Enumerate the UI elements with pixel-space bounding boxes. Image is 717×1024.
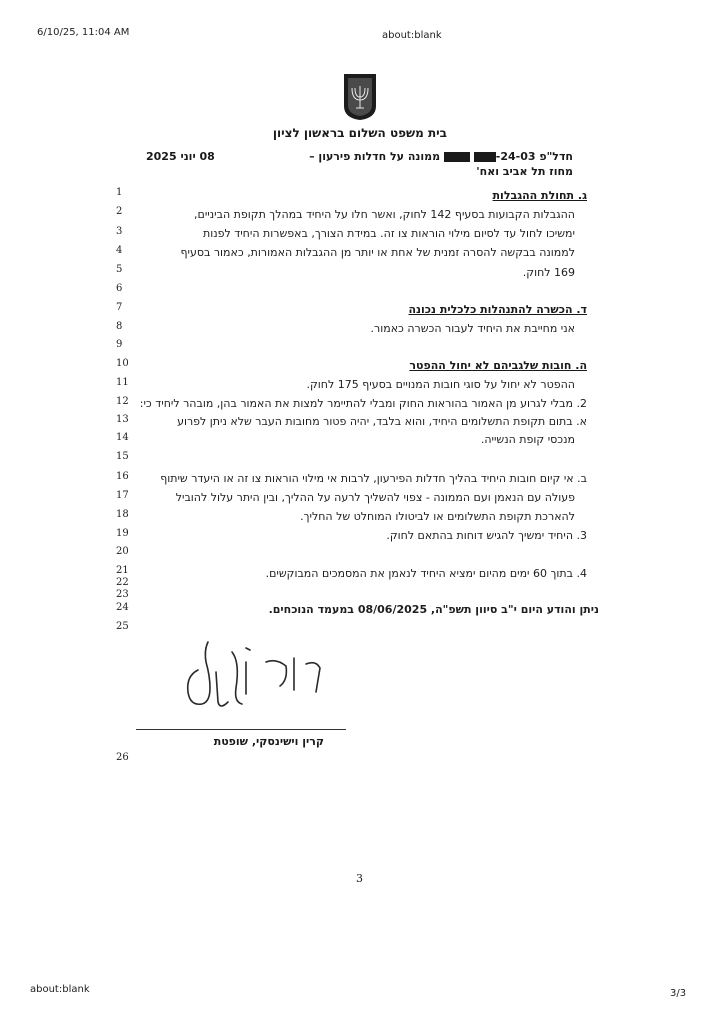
signature-icon <box>176 632 336 724</box>
case-prefix: חדל"פ 24-03- <box>495 150 573 163</box>
section-h-title: ה. חובות שלגביהם לא יחול ההפטר <box>409 359 587 372</box>
line-number: 3 <box>116 226 123 237</box>
print-page-title: about:blank <box>382 30 442 41</box>
section-d-title: ד. הכשרה להתנהלות כלכלית נכונה <box>408 303 587 316</box>
line-number: 13 <box>116 414 129 425</box>
line-number: 23 <box>116 589 129 600</box>
given-statement: ניתן והודע היום י"ב סיוון תשפ"ה, 08/06/2025 במעמד הנוכחים. <box>268 603 599 616</box>
line-number: 18 <box>116 509 129 520</box>
line-number: 21 <box>116 565 129 576</box>
item-2b-line: ב. אי קיום חובות היחיד בהליך חדלות הפירעון, לרבות אי מילוי הוראות צו זה או היעדר שיתוף <box>160 472 587 485</box>
judge-name: קרין וישינסקי, שופטת <box>213 735 324 748</box>
line-number: 14 <box>116 432 129 443</box>
line-number: 22 <box>116 577 129 588</box>
redaction-mark <box>444 152 470 162</box>
item-2a-line: מנכסי קופת הנשייה. <box>480 433 575 446</box>
line-number: 24 <box>116 602 129 613</box>
signature-line <box>136 729 346 730</box>
section-g-line: ימשיכו לחול עד לסיום מילוי הוראות צו זה. במידת הצורך, באפשרות היחיד לפנות <box>202 227 575 240</box>
state-emblem-icon <box>340 72 380 122</box>
print-page-counter: 3/3 <box>670 988 687 999</box>
line-number: 19 <box>116 528 129 539</box>
line-number: 16 <box>116 471 129 482</box>
line-number: 8 <box>116 321 123 332</box>
item-2a-line: א. בתום תקופת התשלומים היחיד, והוא בלבד, יהיה פטור מחובות העבר שלא ניתן לפרוע <box>177 415 587 428</box>
section-g-line: לממונה בבקשה להסרה זמנית של אחת או יותר מן ההגבלות האמורות, כאמור בסעיף <box>180 246 575 259</box>
line-number: 6 <box>116 283 123 294</box>
case-suffix: ממונה על חדלות פירעון – <box>309 150 444 163</box>
section-h-line: ההפטר לא יחול על סוגי חובות המנויים בסעיף 175 לחוק. <box>306 378 575 391</box>
section-g-line: 169 לחוק. <box>522 266 575 279</box>
line-number: 2 <box>116 206 123 217</box>
redaction-mark <box>474 152 496 162</box>
line-number: 17 <box>116 490 129 501</box>
line-number: 26 <box>116 752 129 763</box>
line-number: 15 <box>116 451 129 462</box>
item-2b-line: פעולה עם הנאמן ועם הממונה - צפוי להשליך לרעה על ההליך, ובין היתר עלול להוביל <box>175 491 575 504</box>
line-number: 10 <box>116 358 129 369</box>
item-2: 2. מבלי לגרוע מן האמור בהוראות החוק ומבלי להתיימר למצות את האמור בהן, מובהר ליחיד כי: <box>139 397 587 410</box>
item-2b-line: להארכת תקופת התשלומים או לביטולו המוחלט של החליך. <box>300 510 575 523</box>
line-number: 1 <box>116 187 123 198</box>
line-number: 4 <box>116 245 123 256</box>
line-number: 9 <box>116 339 123 350</box>
section-g-line: ההגבלות הקבועות בסעיף 142 לחוק, ואשר חלו על היחיד במהלך תקופת הביניים, <box>194 208 575 221</box>
item-4: 4. בתוך 60 ימים מהיום ימציא היחיד לנאמן את המסמכים המבוקשים. <box>265 567 587 580</box>
line-number: 11 <box>116 377 129 388</box>
line-number: 25 <box>116 621 129 632</box>
section-d-line: אני מחייבת את היחיד לעבור הכשרה כאמור. <box>370 322 575 335</box>
court-name: בית משפט השלום בראשון לציון <box>272 126 447 140</box>
case-parties: מחוז תל אביב ואח' <box>476 165 573 178</box>
line-number: 7 <box>116 302 123 313</box>
line-number: 20 <box>116 546 129 557</box>
case-number <box>309 150 573 163</box>
section-g-title: ג. תחולת ההגבלות <box>492 189 587 202</box>
page-number: 3 <box>356 872 363 885</box>
print-timestamp: 6/10/25, 11:04 AM <box>37 27 130 38</box>
print-footer-url: about:blank <box>30 984 90 995</box>
decision-date: 08 יוני 2025 <box>146 150 215 163</box>
line-number: 12 <box>116 396 129 407</box>
line-number: 5 <box>116 264 123 275</box>
item-3: 3. היחיד ימשיך להגיש דוחות בהתאם לחוק. <box>386 529 587 542</box>
